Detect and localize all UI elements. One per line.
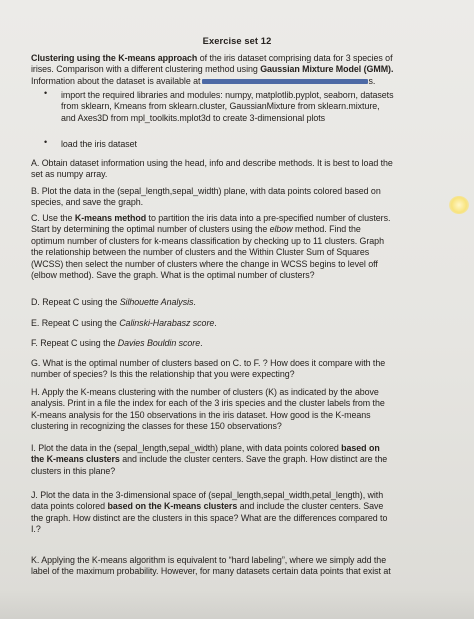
question-f-italic: Davies Bouldin score <box>117 338 201 348</box>
intro-paragraph <box>31 53 451 87</box>
question-k-line: K. Applying the K-means algorithm is equivalent to “hard labeling”, where we simply add the <box>31 555 387 565</box>
question-c-bold: K-means method <box>74 213 147 223</box>
bullet-icon: • <box>44 137 48 147</box>
question-i-bold: based on <box>341 443 380 453</box>
intro-bold-text: Clustering using the K-means approach <box>31 53 198 63</box>
question-b <box>31 186 451 209</box>
intro-text: Information about the dataset is available at <box>31 75 201 86</box>
question-e-text: E. Repeat C using the <box>31 318 120 328</box>
question-i-line: clusters in this plane? <box>31 465 116 476</box>
question-c-text: to partition the iris data into a pre-specified number of clusters. <box>146 213 391 223</box>
question-d <box>31 297 451 308</box>
question-j-bold: based on the K-means clusters <box>107 501 238 512</box>
question-a <box>31 158 451 181</box>
question-f-text: . <box>200 338 203 348</box>
light-glare <box>449 196 469 214</box>
question-k-line: label of the maximum probability. However, for many datasets certain data points that exist at <box>31 566 391 577</box>
bullet-line: from sklearn, Kmeans from sklearn.cluster, GaussianMixture from sklearn.mixture, <box>61 101 380 112</box>
bullet-item <box>61 139 456 150</box>
bullet-item <box>61 90 456 124</box>
question-c-line: (WCSS) then select the number of clusters where the change in WCSS begins to level off <box>31 258 378 269</box>
question-d-text: . <box>193 297 196 307</box>
question-h-line: K-means analysis for the 150 observations in the iris dataset. How good is the K-means <box>31 409 371 420</box>
question-e-text: . <box>214 318 217 328</box>
question-g-line: G. What is the optimal number of clusters based on C. to F. ? How does it compare with the <box>31 358 386 368</box>
question-c-line: the relationship between the number of clusters and the Within Cluster Sum of Squares <box>31 247 370 258</box>
bullet-line: and Axes3D from mpl_toolkits.mplot3d to create 3-dimensional plots <box>61 112 326 123</box>
question-g-line: number of species? Is this the relationship that you were expecting? <box>31 369 295 380</box>
question-a-line: set as numpy array. <box>31 169 108 180</box>
question-c-line: optimum number of clusters for k-means classification by checking up to 11 clusters. Graph <box>31 235 384 246</box>
question-i <box>31 443 451 477</box>
question-e <box>31 318 451 329</box>
question-c-text: Start by determining the optimal number of clusters using the <box>31 224 270 235</box>
question-c-line: (elbow method). Save the graph. What is the optimal number of clusters? <box>31 270 315 281</box>
page-shadow <box>0 589 474 619</box>
question-a-line: A. Obtain dataset information using the head, info and describe methods. It is best to load the <box>31 158 393 168</box>
question-j-line: the graph. How distinct are the clusters in this space? What are the differences compared to <box>31 512 388 523</box>
question-g <box>31 358 451 381</box>
question-j-text: data points colored <box>31 501 108 512</box>
question-e-italic: Calinski-Harabasz score <box>119 318 215 328</box>
question-h-line: analysis. Print in a file the index for each of the 3 iris species and the cluster labels from the <box>31 398 385 409</box>
question-j-line: I.? <box>31 524 41 535</box>
intro-text: irises. Comparison with a different clustering method using <box>31 64 261 75</box>
question-h-line: clustering in recognizing the classes for these 150 observations? <box>31 421 282 432</box>
question-k <box>31 555 451 578</box>
question-h <box>31 387 451 433</box>
redacted-link <box>202 79 368 84</box>
question-f-text: F. Repeat C using the <box>31 338 118 348</box>
bullet-icon: • <box>44 88 48 98</box>
question-j-line: J. Plot the data in the 3-dimensional space of (sepal_length,sepal_width,petal_length), with <box>31 490 384 500</box>
question-j <box>31 490 451 536</box>
question-j-text: and include the cluster centers. Save <box>237 501 384 512</box>
question-h-line: H. Apply the K-means clustering with the number of clusters (K) as indicated by the above <box>31 387 379 397</box>
question-i-text: and include the cluster centers. Save the graph. How distinct are the <box>119 454 388 465</box>
intro-text: of the iris dataset comprising data for 3 species of <box>197 53 393 63</box>
question-b-line: B. Plot the data in the (sepal_length,sepal_width) plane, with data points colored based on <box>31 186 381 196</box>
question-d-text: D. Repeat C using the <box>31 297 120 307</box>
bullet-line: import the required libraries and modules: numpy, matplotlib.pyplot, seaborn, datasets <box>61 90 394 100</box>
bullet-line: load the iris dataset <box>61 139 137 149</box>
question-c-text: method. Find the <box>292 224 361 235</box>
question-c-text: C. Use the <box>31 213 75 223</box>
intro-bold-text: Gaussian Mixture Model (GMM). <box>260 64 394 75</box>
question-c <box>31 213 451 281</box>
question-f <box>31 338 451 349</box>
intro-text: s. <box>368 75 376 86</box>
question-b-line: species, and save the graph. <box>31 197 144 208</box>
question-d-italic: Silhouette Analysis <box>119 297 194 307</box>
question-i-text: I. Plot the data in the (sepal_length,sepal_width) plane, with data points colored <box>31 443 342 453</box>
page-title: Exercise set 12 <box>202 36 272 46</box>
question-c-italic: elbow <box>269 224 293 235</box>
question-i-bold: the K-means clusters <box>31 454 120 465</box>
